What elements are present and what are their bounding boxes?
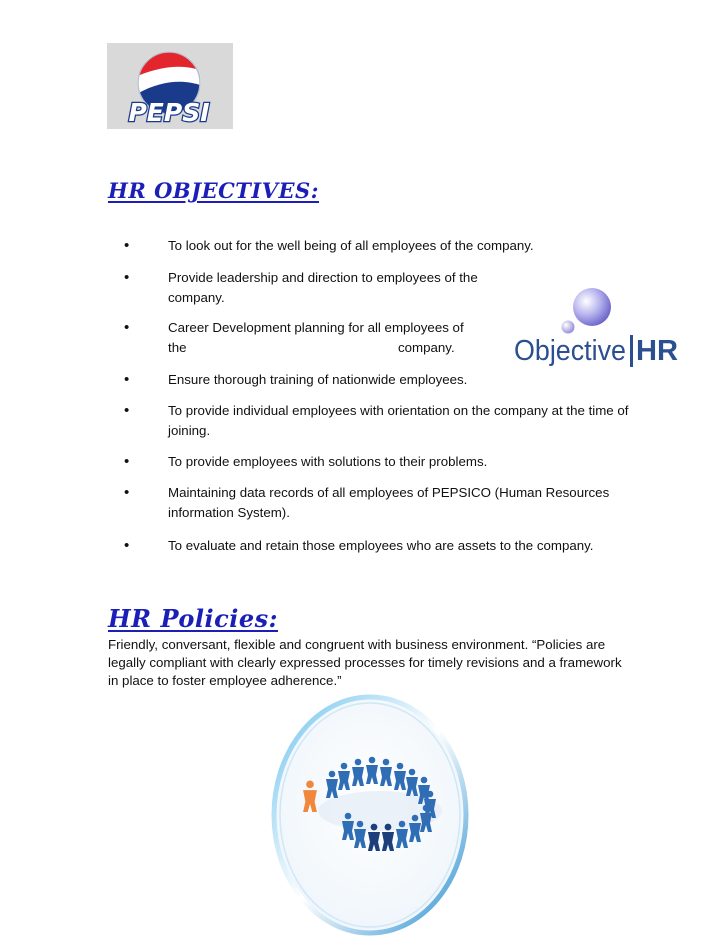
objective-item: • Maintaining data records of all employees of PEPSICO (Human Resources information System).: [168, 483, 638, 523]
hr-policies-text: Friendly, conversant, flexible and congruent with business environment. “Policies are legally compliant with clearly expressed processes for timely revisions and a framework in place to foster employee adherence.”: [108, 637, 622, 688]
people-circle-image: [270, 693, 470, 943]
objective-item: • To evaluate and retain those employees who are assets to the company.: [168, 536, 648, 556]
objective-item: • Provide leadership and direction to employees of the company.: [168, 268, 508, 308]
hr-objectives-heading: HR OBJECTIVES:: [108, 178, 319, 203]
sphere-icon: [562, 321, 575, 334]
sphere-icon: [573, 288, 611, 326]
objective-hr-logo: [510, 283, 682, 375]
objective-hr-word2: HR: [636, 335, 679, 367]
objective-item: • To provide individual employees with orientation on the company at the time of joining.: [168, 401, 638, 441]
objective-item: • To provide employees with solutions to their problems.: [168, 452, 638, 472]
objective-item-line: Career Development planning for all employees of: [168, 320, 464, 335]
objective-item-word: the: [168, 340, 187, 355]
objective-hr-word1: Objective: [514, 335, 626, 367]
hr-policies-heading: HR Policies:: [108, 604, 278, 633]
objective-item: • Ensure thorough training of nationwide employees.: [168, 370, 638, 390]
pepsi-logo: [107, 43, 233, 129]
objective-item: [168, 318, 508, 358]
objective-item-word: company.: [398, 340, 455, 355]
pepsi-wordmark: PEPSI: [128, 98, 210, 127]
objective-item: • To look out for the well being of all employees of the company.: [168, 236, 638, 256]
